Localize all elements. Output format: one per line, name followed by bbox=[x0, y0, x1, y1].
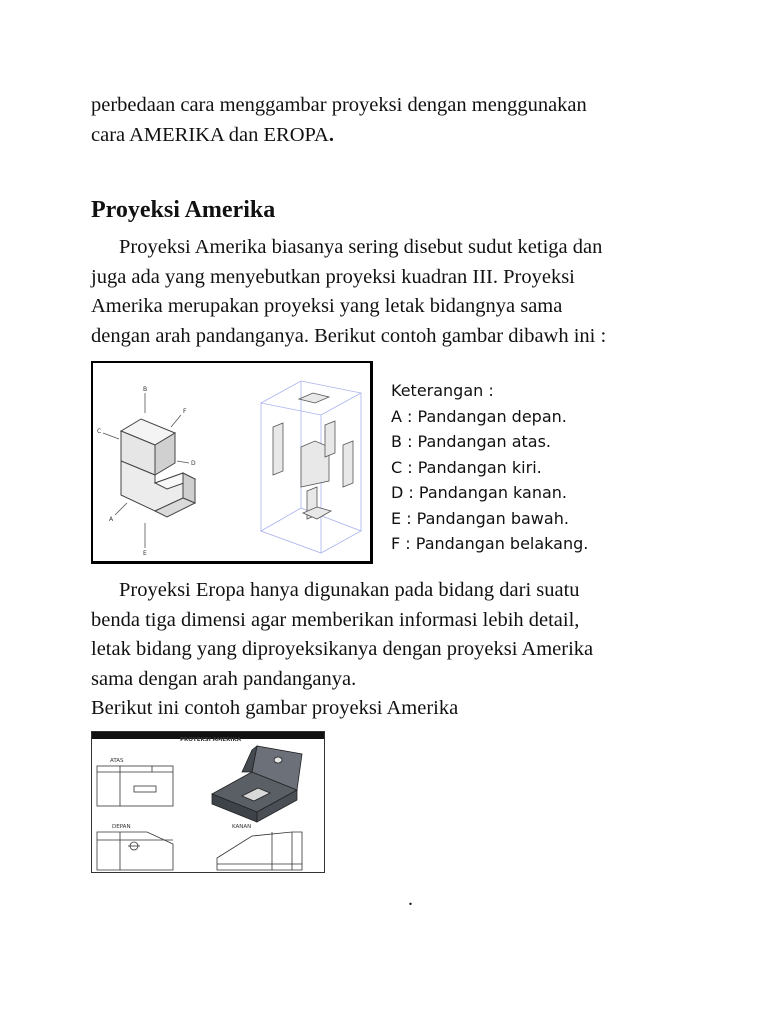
legend-item: C : Pandangan kiri. bbox=[391, 457, 542, 477]
legend-item: A : Pandangan depan. bbox=[391, 406, 567, 426]
paragraph-line: Berikut ini contoh gambar proyeksi Amerika bbox=[91, 697, 459, 719]
label-atas: ATAS bbox=[110, 758, 124, 764]
intro-line bbox=[91, 121, 691, 151]
paragraph-line: Amerika merupakan proyeksi yang letak bidangnya sama bbox=[91, 295, 563, 317]
view-label-b: B bbox=[143, 386, 148, 393]
legend-item: F : Pandangan belakang. bbox=[391, 534, 589, 553]
projected-views bbox=[273, 393, 353, 519]
figure-title: PROYEKSI AMERIKA bbox=[180, 737, 241, 743]
intro-line: perbedaan cara menggambar proyeksi dengan menggunakan bbox=[91, 94, 587, 116]
paragraph-line: letak bidang yang diproyeksikanya dengan proyeksi Amerika bbox=[91, 638, 594, 660]
paragraph-line: Proyeksi Eropa hanya digunakan pada bidang dari suatu bbox=[119, 579, 580, 601]
footer-dot: . bbox=[408, 888, 413, 910]
paragraph-line: sama dengan arah pandanganya. bbox=[91, 667, 357, 690]
label-kanan: KANAN bbox=[232, 824, 252, 830]
legend-item: D : Pandangan kanan. bbox=[391, 483, 568, 502]
projection-figure-drawing bbox=[93, 363, 370, 561]
legend-item: B : Pandangan atas. bbox=[391, 432, 552, 451]
intro-line-text: cara AMERIKA dan EROPA bbox=[91, 123, 329, 146]
paragraph-eropa bbox=[91, 576, 691, 724]
legend bbox=[391, 378, 588, 557]
paragraph-amerika bbox=[91, 233, 691, 351]
view-label-e: E bbox=[143, 550, 147, 557]
paragraph-line: dengan arah pandanganya. Berikut contoh gambar dibawh ini : bbox=[91, 324, 607, 347]
legend-title: Keterangan : bbox=[391, 381, 494, 400]
proyeksi-amerika-drawing bbox=[92, 732, 324, 872]
legend-item: E : Pandangan bawah. bbox=[391, 508, 569, 528]
paragraph-line: Proyeksi Amerika biasanya sering disebut sudut ketiga dan bbox=[119, 236, 603, 258]
proyeksi-amerika-figure bbox=[91, 731, 325, 873]
view-label-c: C bbox=[97, 428, 102, 435]
intro-paragraph bbox=[91, 91, 691, 150]
intro-period: . bbox=[328, 123, 334, 146]
view-label-a: A bbox=[109, 516, 114, 523]
paragraph-line: juga ada yang menyebutkan proyeksi kuadran III. Proyeksi bbox=[91, 265, 575, 288]
paragraph-line: benda tiga dimensi agar memberikan informasi lebih detail, bbox=[91, 608, 580, 631]
view-label-f: F bbox=[183, 408, 187, 415]
section-heading: Proyeksi Amerika bbox=[91, 197, 276, 223]
isometric-bracket bbox=[212, 746, 302, 822]
isometric-object bbox=[121, 419, 195, 517]
projection-figure bbox=[91, 361, 373, 564]
view-label-d: D bbox=[191, 460, 196, 467]
label-depan: DEPAN bbox=[112, 824, 131, 830]
